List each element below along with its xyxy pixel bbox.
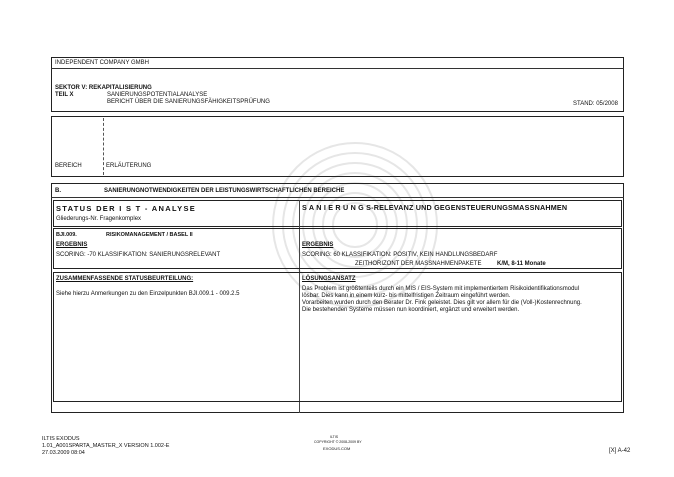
footer-line-1: ILTIS EXODUS: [42, 436, 80, 442]
page-number: [X] A-42: [609, 448, 631, 454]
legend-bereich: BEREICH: [55, 163, 82, 169]
teil-label: TEIL X: [55, 92, 74, 98]
right-ergebnis-label: ERGEBNIS: [302, 242, 334, 248]
loesung-line-2: lösbar. Dies kann in einem kurz- bis mittelfristigen Zeitraum eingeführt werden.: [302, 293, 511, 299]
right-scoring: SCORING: 60 KLASSIFIKATION: POSITIV, KEIN HANDLUNGSBEDARF: [302, 252, 498, 258]
section-title-rule: [51, 197, 624, 198]
zeithorizont-value: K/M, 8-11 Monate: [497, 261, 546, 267]
legend-divider: [103, 118, 104, 175]
footer-center-2: COPYRIGHT © 2008-2009 BY: [314, 440, 362, 444]
item-code: BJI.009.: [56, 232, 77, 238]
zeithorizont-label: ZEITHORIZONT DER MASSNAHMENPAKETE: [355, 261, 482, 267]
loesung-heading: LÖSUNGSANSATZ: [302, 276, 356, 282]
status-heading: STATUS DER I S T - ANALYSE: [56, 204, 197, 213]
sektor-title: SEKTOR V: REKAPITALISIERUNG: [55, 85, 152, 91]
subtitle-report: BERICHT ÜBER DIE SANIERUNGSFÄHIGKEITSPRÜFUNG: [107, 99, 270, 105]
footer-line-2: 1.01_A001SPARTA_MASTER_X VERSION 1.002-E: [42, 443, 170, 449]
loesung-line-3: Vorarbeiten wurden durch den Berater Dr. Fink geleistet. Dies gilt vor allem für die (Voll-)Kostenrechnung.: [302, 300, 582, 306]
left-scoring: SCORING: -70 KLASSIFIKATION: SANIERUNGSRELEVANT: [56, 252, 221, 258]
left-ergebnis-label: ERGEBNIS: [56, 242, 88, 248]
loesung-line-1: Das Problem ist größtenteils durch ein MIS / EIS-System mit implementiertem Risikoidentifikationsmodul: [302, 286, 580, 292]
legend-erlaeuterung: ERLÄUTERUNG: [106, 163, 152, 169]
footer-line-3: 27.03.2009 08:04: [42, 450, 85, 456]
footer-center-3: EXODUS.COM: [323, 446, 351, 451]
company-name: INDEPENDENT COMPANY GMBH: [55, 60, 150, 66]
summary-text: Siehe hierzu Anmerkungen zu den Einzelpunkten BJI.009.1 - 009.2.5: [56, 291, 240, 297]
header-divider: [51, 68, 624, 69]
loesung-line-4: Die bestehenden Systeme müssen nun koordiniert, ergänzt und erweitert werden.: [302, 307, 520, 313]
section-number: B.: [55, 188, 61, 194]
item-title: RISIKOMANAGEMENT / BASEL II: [106, 232, 193, 238]
relevance-heading: S A N I E R U N G S-RELEVANZ UND GEGENSTEUERUNGSMASSNAHMEN: [302, 203, 568, 212]
status-subheading: Gliederungs-Nr. Fragenkomplex: [56, 216, 142, 222]
stand-date: STAND: 05/2008: [573, 101, 618, 107]
footer-center-1: ILTIS: [330, 435, 339, 439]
summary-heading: ZUSAMMENFASSENDE STATUSBEURTEILUNG:: [56, 276, 194, 282]
subtitle-analysis: SANIERUNGSPOTENTIALANALYSE: [107, 92, 208, 98]
section-title: SANIERUNGNOTWENDIGKEITEN DER LEISTUNGSWIRTSCHAFTLICHEN BEREICHE: [104, 188, 345, 194]
